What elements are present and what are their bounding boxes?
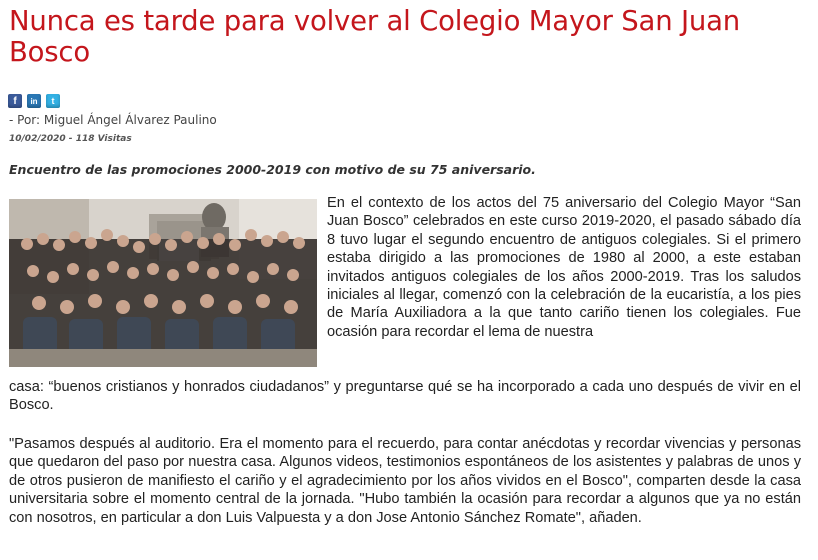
visit-count: 118 Visitas	[75, 134, 132, 144]
facebook-icon[interactable]: f	[8, 94, 22, 108]
paragraph-1-full: casa: “buenos cristianos y honrados ciudadanos” y preguntarse qué se ha incorporado a cada uno después de vivir en el Bosco.	[9, 379, 801, 414]
article-subtitle: Encuentro de las promociones 2000-2019 con motivo de su 75 aniversario.	[9, 162, 536, 177]
share-buttons	[8, 94, 60, 108]
article-meta	[9, 134, 132, 144]
meta-separator: -	[65, 134, 76, 144]
paragraph-2: "Pasamos después al auditorio. Era el momento para el recuerdo, para contar anécdotas y recordar vivencias y personas que quedaron del paso por nuestra casa. Algunos videos, testimonios espontáneos de los asistentes y palabras de unos y de otros pusieron de manifiesto el cariño y el agradecimiento por los años vividos en el Bosco", comparten desde la casa universitaria sobre el momento central de la jornada. "Hubo también la ocasión para recordar a algunos que ya no están con nosotros, en particular a don Luis Valpuesta y a don Jose Antonio Sánchez Romate", añaden.	[9, 436, 801, 526]
author-line	[9, 113, 217, 127]
paragraph-1-wrapped: En el contexto de los actos del 75 aniversario del Colegio Mayor “San Juan Bosco” celebrados en este curso 2019-2020, el pasado sábado día 8 tuvo lugar el segundo encuentro de antiguos colegiales. Si el primero estaba dirigido a las promociones de 1980 al 2000, a este estaban invitados antiguos colegiales de los años 2000-2019. Tras los saludos iniciales al llegar, comenzó con la celebración de la eucaristía, a los pies de María Auxiliadora a la que tanto cariño tienen los colegiales. Fue ocasión para recordar el lema de nuestra	[327, 195, 801, 340]
author-name[interactable]: Miguel Ángel Álvarez Paulino	[43, 113, 217, 127]
twitter-icon[interactable]: t	[46, 94, 60, 108]
publish-date: 10/02/2020	[9, 134, 66, 144]
article-title: Nunca es tarde para volver al Colegio Mayor San Juan Bosco	[9, 5, 740, 68]
author-prefix: - Por:	[9, 113, 41, 127]
group-photo-image	[9, 199, 317, 367]
group-photo	[9, 199, 317, 367]
linkedin-icon[interactable]: in	[27, 94, 41, 108]
